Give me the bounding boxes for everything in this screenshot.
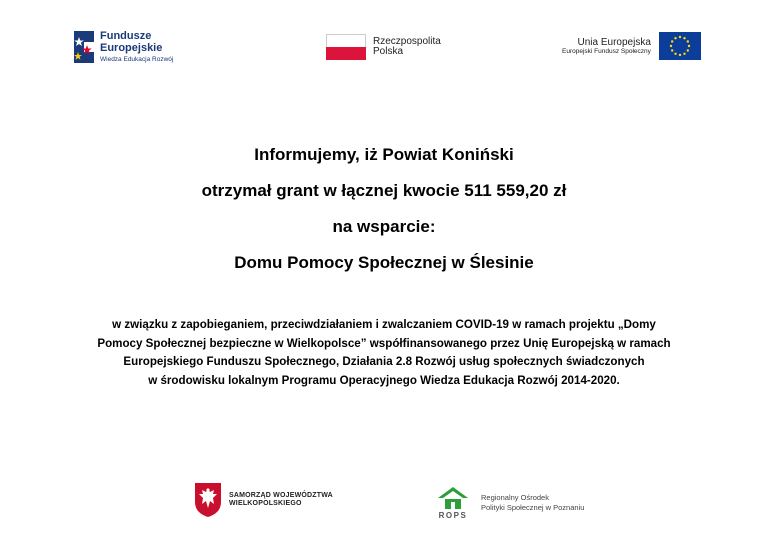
samorzad-line2: WIELKOPOLSKIEGO bbox=[229, 500, 302, 507]
rops-line2: Polityki Społecznej w Poznaniu bbox=[481, 503, 585, 512]
headline-line2: otrzymał grant w łącznej kwocie 511 559,20 zł bbox=[201, 181, 567, 200]
polish-flag-icon bbox=[326, 34, 366, 60]
rzeczpospolita-line2: Polska bbox=[373, 46, 404, 57]
headline-line3: na wsparcie: bbox=[332, 217, 436, 236]
eu-flag-icon bbox=[659, 32, 701, 60]
body-line3: Europejskiego Funduszu Społecznego, Działania 2.8 Rozwój usług społecznych świadczonych bbox=[123, 355, 645, 368]
project-description bbox=[56, 316, 712, 390]
fundusze-europejskie-emblem-icon bbox=[72, 28, 96, 66]
rops-logo bbox=[437, 486, 584, 520]
unia-line2: Europejski Fundusz Społeczny bbox=[562, 47, 651, 55]
fundusze-line2: Europejskie bbox=[100, 41, 163, 54]
fundusze-line1: Fundusze bbox=[100, 29, 152, 42]
unia-line1: Unia Europejska bbox=[577, 36, 651, 48]
body-line2: Pomocy Społecznej bezpieczne w Wielkopolsce” współfinansowanego przez Unię Europejską w ramach bbox=[97, 336, 671, 350]
samorzad-line1: SAMORZĄD WOJEWÓDZTWA bbox=[229, 491, 333, 499]
unia-europejska-logo bbox=[562, 32, 701, 60]
body-line1: w związku z zapobieganiem, przeciwdziałaniem i zwalczaniem COVID-19 w ramach projektu „Domy bbox=[112, 318, 656, 331]
body-line4: w środowisku lokalnym Programu Operacyjnego Wiedza Edukacja Rozwój 2014-2020. bbox=[148, 373, 620, 387]
rops-mark-label: ROPS bbox=[438, 511, 468, 520]
headline-line1: Informujemy, iż Powiat Koniński bbox=[254, 145, 514, 164]
fundusze-line3: Wiedza Edukacja Rozwój bbox=[100, 55, 174, 63]
wielkopolska-eagle-shield-icon bbox=[194, 482, 222, 518]
rops-line1: Regionalny Ośrodek bbox=[481, 492, 549, 502]
fundusze-europejskie-logo bbox=[72, 28, 173, 66]
headline-line4: Domu Pomocy Społecznej w Ślesinie bbox=[234, 253, 534, 272]
samorzad-wojewodztwa-logo bbox=[194, 482, 333, 518]
rops-house-icon bbox=[437, 486, 469, 510]
rzeczpospolita-polska-logo bbox=[326, 34, 441, 60]
rzeczpospolita-line1: Rzeczpospolita bbox=[373, 35, 441, 47]
